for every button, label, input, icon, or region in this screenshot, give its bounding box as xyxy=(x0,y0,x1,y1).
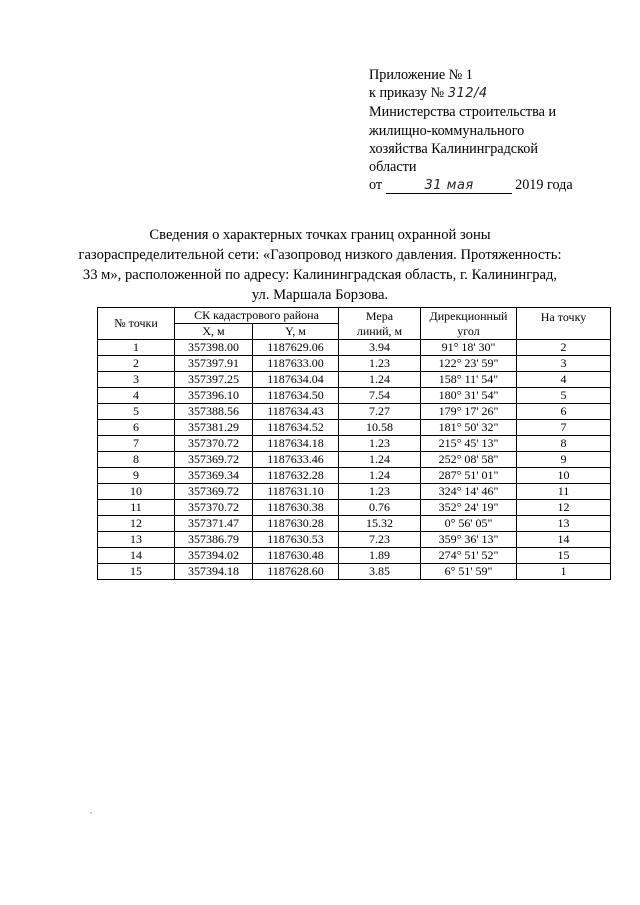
table-row xyxy=(98,516,611,532)
table-row xyxy=(98,404,611,420)
cell-x: 357394.02 xyxy=(175,548,253,564)
table-row xyxy=(98,420,611,436)
cell-angle: 359° 36' 13" xyxy=(421,532,517,548)
cell-y: 1187634.18 xyxy=(253,436,339,452)
table-row xyxy=(98,452,611,468)
heading-line-2: газораспределительной сети: «Газопровод низкого давления. Протяженность: xyxy=(78,247,562,263)
cell-x: 357397.25 xyxy=(175,372,253,388)
cell-x: 357381.29 xyxy=(175,420,253,436)
cell-to-point: 10 xyxy=(517,468,611,484)
cell-y: 1187630.38 xyxy=(253,500,339,516)
cell-to-point: 3 xyxy=(517,356,611,372)
cell-angle: 352° 24' 19" xyxy=(421,500,517,516)
cell-point-no: 14 xyxy=(98,548,175,564)
cell-y: 1187634.50 xyxy=(253,388,339,404)
cell-angle: 287° 51' 01" xyxy=(421,468,517,484)
order-number-handwritten: 312/4 xyxy=(447,86,488,102)
table-header xyxy=(98,308,611,340)
cell-to-point: 1 xyxy=(517,564,611,580)
cell-y: 1187631.10 xyxy=(253,484,339,500)
table-row xyxy=(98,356,611,372)
table-row xyxy=(98,388,611,404)
table-row xyxy=(98,340,611,356)
ministry-line-1: Министерства строительства и xyxy=(369,104,557,121)
cell-x: 357369.72 xyxy=(175,484,253,500)
cell-point-no: 6 xyxy=(98,420,175,436)
table-row xyxy=(98,500,611,516)
appendix-title: Приложение № 1 xyxy=(369,67,473,83)
cell-to-point: 15 xyxy=(517,548,611,564)
cell-length: 1.24 xyxy=(339,468,421,484)
cell-point-no: 9 xyxy=(98,468,175,484)
cell-length: 1.23 xyxy=(339,484,421,500)
cell-length: 1.24 xyxy=(339,452,421,468)
cell-angle: 274° 51' 52" xyxy=(421,548,517,564)
cell-length: 7.54 xyxy=(339,388,421,404)
cell-length: 1.23 xyxy=(339,436,421,452)
cell-to-point: 6 xyxy=(517,404,611,420)
cell-length: 7.23 xyxy=(339,532,421,548)
cell-point-no: 3 xyxy=(98,372,175,388)
cell-to-point: 13 xyxy=(517,516,611,532)
cell-x: 357394.18 xyxy=(175,564,253,580)
heading-line-4: ул. Маршала Борзова. xyxy=(251,287,389,303)
ministry-line-2: жилищно-коммунального xyxy=(369,122,525,139)
header-to-point: На точку xyxy=(517,308,611,340)
table-row xyxy=(98,532,611,548)
order-date xyxy=(369,176,619,194)
cell-angle: 324° 14' 46" xyxy=(421,484,517,500)
cell-angle: 91° 18' 30" xyxy=(421,340,517,356)
cell-angle: 179° 17' 26" xyxy=(421,404,517,420)
cell-to-point: 2 xyxy=(517,340,611,356)
cell-angle: 215° 45' 13" xyxy=(421,436,517,452)
cell-length: 3.94 xyxy=(339,340,421,356)
cell-x: 357388.56 xyxy=(175,404,253,420)
table-row xyxy=(98,468,611,484)
cell-point-no: 10 xyxy=(98,484,175,500)
header-measure-line1: Мера xyxy=(365,308,394,323)
cell-x: 357386.79 xyxy=(175,532,253,548)
date-suffix: 2019 года xyxy=(515,177,573,194)
table-row xyxy=(98,564,611,580)
date-underline xyxy=(386,178,512,194)
cell-to-point: 7 xyxy=(517,420,611,436)
header-measure xyxy=(339,308,421,340)
header-direction-line1: Дирекционный xyxy=(429,308,508,323)
table-row xyxy=(98,436,611,452)
cell-x: 357371.47 xyxy=(175,516,253,532)
cell-x: 357396.10 xyxy=(175,388,253,404)
table-row xyxy=(98,548,611,564)
cell-length: 15.32 xyxy=(339,516,421,532)
cell-x: 357370.72 xyxy=(175,500,253,516)
order-reference xyxy=(369,84,619,103)
cell-point-no: 4 xyxy=(98,388,175,404)
cell-length: 3.85 xyxy=(339,564,421,580)
cell-y: 1187634.52 xyxy=(253,420,339,436)
cell-x: 357397.91 xyxy=(175,356,253,372)
cell-x: 357370.72 xyxy=(175,436,253,452)
cell-point-no: 1 xyxy=(98,340,175,356)
cell-angle: 180° 31' 54" xyxy=(421,388,517,404)
cell-length: 1.23 xyxy=(339,356,421,372)
cell-point-no: 11 xyxy=(98,500,175,516)
cell-y: 1187634.04 xyxy=(253,372,339,388)
cell-length: 1.89 xyxy=(339,548,421,564)
cell-point-no: 8 xyxy=(98,452,175,468)
cell-y: 1187630.28 xyxy=(253,516,339,532)
date-handwritten: 31 мая xyxy=(424,178,474,194)
heading-line-3: 33 м», расположенной по адресу: Калининградская область, г. Калининград, xyxy=(82,267,558,283)
order-prefix: к приказу № xyxy=(369,85,445,102)
cell-angle: 0° 56' 05" xyxy=(421,516,517,532)
table-row xyxy=(98,484,611,500)
cell-y: 1187628.60 xyxy=(253,564,339,580)
cell-y: 1187633.00 xyxy=(253,356,339,372)
cell-to-point: 4 xyxy=(517,372,611,388)
cell-angle: 181° 50' 32" xyxy=(421,420,517,436)
appendix-block xyxy=(369,66,619,194)
cell-point-no: 5 xyxy=(98,404,175,420)
header-sk-group: СК кадастрового района xyxy=(175,308,339,324)
header-point-no: № точки xyxy=(98,308,175,340)
cell-length: 7.27 xyxy=(339,404,421,420)
cell-angle: 158° 11' 54" xyxy=(421,372,517,388)
cell-y: 1187633.46 xyxy=(253,452,339,468)
ministry-line-3: хозяйства Калининградской xyxy=(369,140,538,157)
header-y: Y, м xyxy=(253,324,339,340)
cell-angle: 122° 23' 59" xyxy=(421,356,517,372)
cell-y: 1187630.53 xyxy=(253,532,339,548)
cell-to-point: 9 xyxy=(517,452,611,468)
coordinates-table xyxy=(97,307,611,580)
cell-to-point: 11 xyxy=(517,484,611,500)
cell-x: 357369.34 xyxy=(175,468,253,484)
cell-angle: 252° 08' 58" xyxy=(421,452,517,468)
header-x: X, м xyxy=(175,324,253,340)
cell-y: 1187634.43 xyxy=(253,404,339,420)
table-row xyxy=(98,372,611,388)
cell-point-no: 13 xyxy=(98,532,175,548)
cell-angle: 6° 51' 59" xyxy=(421,564,517,580)
cell-length: 1.24 xyxy=(339,372,421,388)
table-body xyxy=(98,340,611,580)
cell-point-no: 15 xyxy=(98,564,175,580)
cell-to-point: 5 xyxy=(517,388,611,404)
cell-length: 10.58 xyxy=(339,420,421,436)
cell-point-no: 2 xyxy=(98,356,175,372)
scan-speck xyxy=(90,812,92,814)
header-measure-line2: линий, м xyxy=(356,323,403,338)
heading-line-1: Сведения о характерных точках границ охранной зоны xyxy=(149,227,491,243)
cell-x: 357398.00 xyxy=(175,340,253,356)
cell-to-point: 12 xyxy=(517,500,611,516)
cell-point-no: 12 xyxy=(98,516,175,532)
date-prefix: от xyxy=(369,177,383,194)
cell-y: 1187629.06 xyxy=(253,340,339,356)
cell-point-no: 7 xyxy=(98,436,175,452)
cell-length: 0.76 xyxy=(339,500,421,516)
ministry-line-4: области xyxy=(369,159,417,176)
cell-to-point: 14 xyxy=(517,532,611,548)
cell-x: 357369.72 xyxy=(175,452,253,468)
cell-y: 1187632.28 xyxy=(253,468,339,484)
cell-to-point: 8 xyxy=(517,436,611,452)
header-direction xyxy=(421,308,517,340)
document-heading xyxy=(60,225,580,305)
header-direction-line2: угол xyxy=(457,323,480,338)
cell-y: 1187630.48 xyxy=(253,548,339,564)
